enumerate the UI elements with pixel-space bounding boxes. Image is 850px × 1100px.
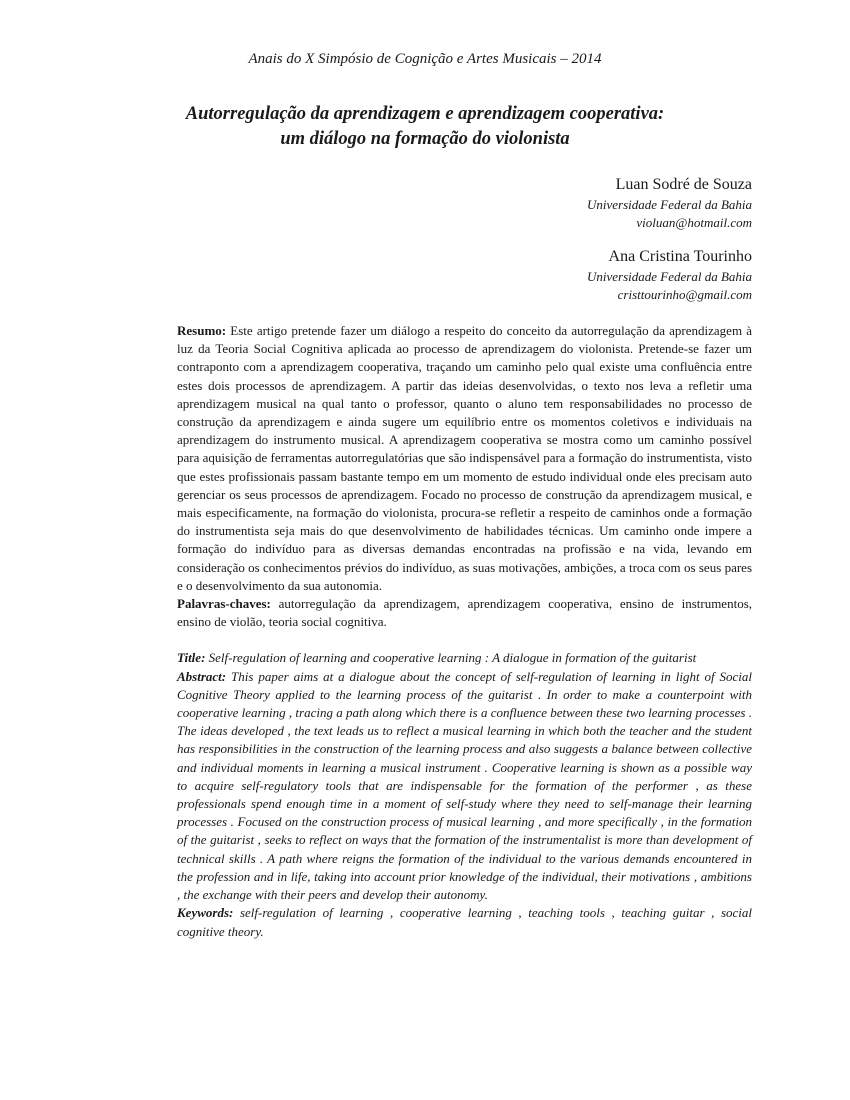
paper-title-line-1: Autorregulação da aprendizagem e aprendizagem cooperativa: xyxy=(185,104,665,124)
section-spacer xyxy=(177,631,752,649)
author-email: cristtourinho@gmail.com xyxy=(617,287,752,302)
author-email: violuan@hotmail.com xyxy=(636,215,752,230)
running-header-text: Anais do X Simpósio de Cognição e Artes Musicais – 2014 xyxy=(248,51,602,67)
paper-body xyxy=(177,322,752,941)
abstract-text: This paper aims at a dialogue about the concept of self-regulation of learning in light of Social Cognitive Theory applied to the learning process of the guitarist . In order to make a counterpoint with cooperative learning , tracing a path along which there is a confluence between these two learning processes . The ideas developed , the text leads us to reflect a musical learning in which both the teacher and the student has responsibilities in the construction of the learning process and also suggests a balance between collective and individual moments in learning a musical instrument . Cooperative learning is shown as a possible way to acquire self-regulatory tools that are indispensable for the formation of the performer , as these professionals spend enough time in a moment of self-study where they need to self-manage their learning processes . Focused on the construction process of musical learning , and more specifically , in the formation of the guitarist , seeks to reflect on ways that the formation of the instrumentalist is more than development of technical skills . A path where reigns the formation of the individual to the various demands encountered in the profession and in life, taking into account prior knowledge of the individual, their motivations , ambitions , the exchange with their peers and develop their autonomy. xyxy=(177,668,752,903)
resumo-text: Este artigo pretende fazer um diálogo a respeito do conceito da autorregulação da aprendizagem à luz da Teoria Social Cognitiva aplicada ao processo de aprendizagem do violonista. Pretende-se fazer um contraponto com a aprendizagem cooperativa, traçando um caminho pelo qual existe uma confluência entre estes dois processos de aprendizagem. A partir das ideias desenvolvidas, o texto nos leva a refletir uma aprendizagem musical na qual tanto o professor, quanto o aluno tem responsabilidades no processo de construção da aprendizagem e ainda sugere um equilíbrio entre os momentos coletivos e individuais na aprendizagem do instrumento musical. A aprendizagem cooperativa se mostra como um caminho possível para aquisição de ferramentas autorregulatórias que são indispensável para a formação do instrumentista, visto que estes profissionais passam bastante tempo em um momento de estudo individual onde eles precisam auto gerenciar os seus processos de aprendizagem. Focado no processo de construção da aprendizagem musical, e mais especificamente, na formação do violonista, procura-se refletir a respeito de caminhos onde a formação do instrumentista seja mais do que desenvolvimento de habilidades técnicas. Um caminho onde impere a formação do indivíduo para as diversas demandas encontradas na profissão e na vida, levando em consideração os conhecimentos prévios do indivíduo, as suas motivações, ambições, a troca com os seus pares e o desenvolvimento da sua autonomia. xyxy=(177,323,753,593)
english-title-text: Self-regulation of learning and cooperative learning : A dialogue in formation of the guitarist xyxy=(208,650,697,666)
author-affiliation: Universidade Federal da Bahia xyxy=(587,197,752,212)
author-name: Ana Cristina Tourinho xyxy=(608,248,752,265)
keywords-paragraph xyxy=(177,904,752,940)
abstract-paragraph xyxy=(177,668,752,905)
english-section xyxy=(177,649,752,940)
english-title-label: Title: xyxy=(177,650,206,666)
author-block xyxy=(352,174,752,232)
abstract-label: Abstract: xyxy=(177,668,227,684)
author-block xyxy=(352,246,752,304)
paper-title xyxy=(150,102,700,152)
keywords-text: self-regulation of learning , cooperative learning , teaching tools , teaching guitar , social cognitive theory. xyxy=(177,905,753,939)
english-title-paragraph xyxy=(177,649,752,667)
resumo-paragraph xyxy=(177,322,752,595)
author-affiliation: Universidade Federal da Bahia xyxy=(587,269,752,284)
author-list xyxy=(352,174,752,318)
palavras-chaves-paragraph xyxy=(177,595,752,631)
resumo-label: Resumo: xyxy=(177,323,227,338)
author-name: Luan Sodré de Souza xyxy=(615,176,752,193)
palavras-chaves-label: Palavras-chaves: xyxy=(177,596,271,612)
paper-title-line-2: um diálogo na formação do violonista xyxy=(280,129,570,149)
palavras-chaves-text: autorregulação da aprendizagem, aprendizagem cooperativa, ensino de instrumentos, ensino de violão, teoria social cognitiva. xyxy=(177,596,752,630)
running-header xyxy=(0,51,850,68)
keywords-label: Keywords: xyxy=(177,905,234,921)
